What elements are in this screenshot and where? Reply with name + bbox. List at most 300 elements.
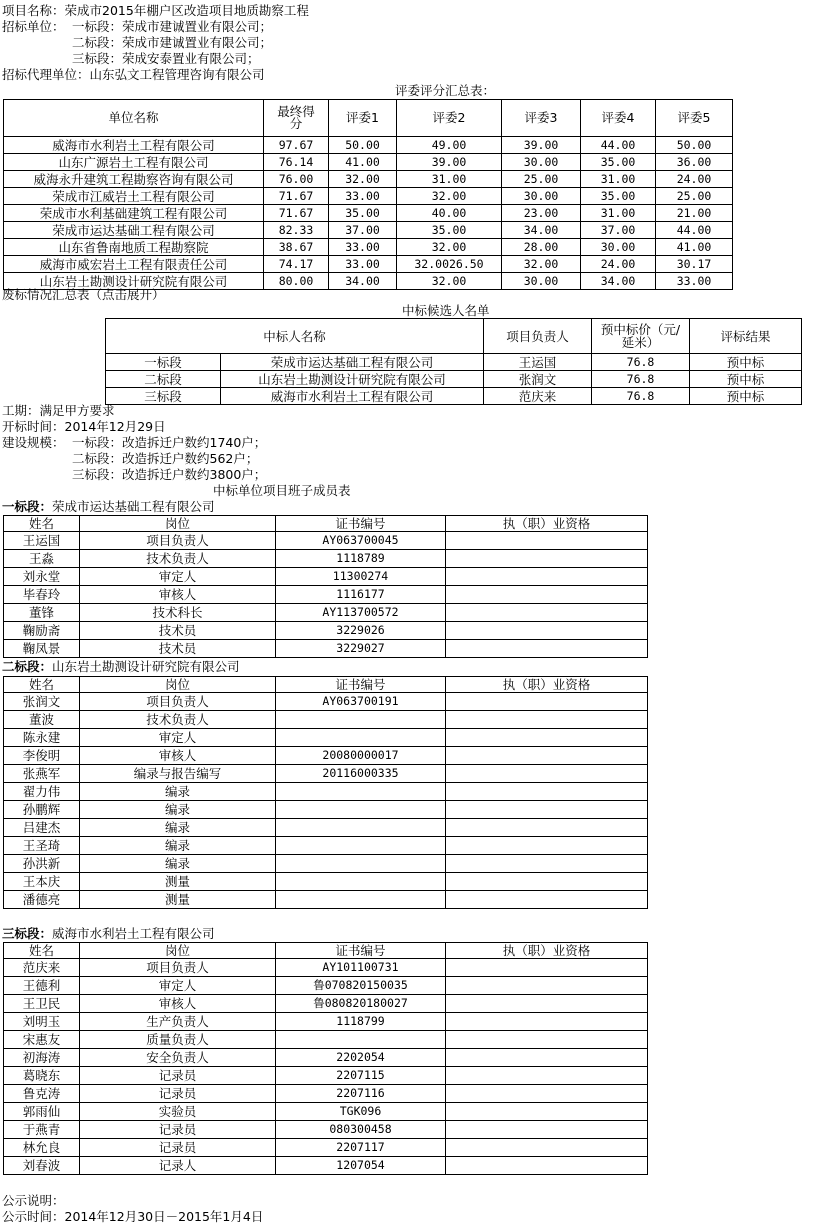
member-cert-cell: 2202054 xyxy=(276,1049,446,1067)
team-row xyxy=(4,873,648,891)
member-cert-cell: 20080000017 xyxy=(276,747,446,765)
team-row xyxy=(4,1157,648,1175)
team-row xyxy=(4,532,648,550)
score-row xyxy=(4,171,733,188)
score-cell: 21.00 xyxy=(656,205,733,222)
project-lead-cell: 王运国 xyxy=(484,354,592,371)
member-name-cell: 王本庆 xyxy=(4,873,80,891)
candidate-table-body xyxy=(106,354,802,405)
team-row xyxy=(4,837,648,855)
member-name-cell: 王淼 xyxy=(4,550,80,568)
member-qualification-cell xyxy=(446,1085,648,1103)
member-name-cell: 翟力伟 xyxy=(4,783,80,801)
member-position-cell: 技术负责人 xyxy=(80,550,276,568)
member-name-cell: 王德利 xyxy=(4,977,80,995)
score-cell: 44.00 xyxy=(656,222,733,239)
team-1-company: 荣成市运达基础工程有限公司 xyxy=(52,499,215,514)
score-cell: 41.00 xyxy=(656,239,733,256)
scale-line-3: 三标段：改造拆迁户数约3800户； xyxy=(72,467,267,482)
score-cell: 24.00 xyxy=(656,171,733,188)
team-row xyxy=(4,1013,648,1031)
team-3-heading xyxy=(2,926,215,942)
member-position-cell: 审核人 xyxy=(80,747,276,765)
member-position-cell: 测量 xyxy=(80,873,276,891)
member-cert-cell: AY113700572 xyxy=(276,604,446,622)
candidate-row xyxy=(106,388,802,405)
project-lead-cell: 张润文 xyxy=(484,371,592,388)
score-cell: 82.33 xyxy=(264,222,329,239)
header-final-score: 最终得分 xyxy=(264,100,329,137)
member-qualification-cell xyxy=(446,747,648,765)
member-cert-cell: 鲁080820180027 xyxy=(276,995,446,1013)
member-position-cell: 项目负责人 xyxy=(80,959,276,977)
member-name-cell: 王卫民 xyxy=(4,995,80,1013)
team-row xyxy=(4,1031,648,1049)
header-cert-no: 证书编号 xyxy=(276,943,446,959)
candidate-table xyxy=(105,318,802,405)
member-name-cell: 林允良 xyxy=(4,1139,80,1157)
agent-value: 山东弘文工程管理咨询有限公司 xyxy=(89,67,265,82)
header-judge-5: 评委5 xyxy=(656,100,733,137)
score-cell: 76.00 xyxy=(264,171,329,188)
member-qualification-cell xyxy=(446,622,648,640)
team-row xyxy=(4,586,648,604)
score-cell: 35.00 xyxy=(581,188,656,205)
member-cert-cell: 3229027 xyxy=(276,640,446,658)
header-result: 评标结果 xyxy=(690,319,802,354)
team-table-header xyxy=(4,943,648,959)
score-cell: 37.00 xyxy=(329,222,397,239)
header-cert-no: 证书编号 xyxy=(276,677,446,693)
member-name-cell: 张燕军 xyxy=(4,765,80,783)
member-position-cell: 项目负责人 xyxy=(80,532,276,550)
score-cell: 36.00 xyxy=(656,154,733,171)
team-row xyxy=(4,1067,648,1085)
header-judge-1: 评委1 xyxy=(329,100,397,137)
score-cell: 39.00 xyxy=(502,137,581,154)
score-cell: 33.00 xyxy=(656,273,733,290)
score-cell: 71.67 xyxy=(264,205,329,222)
period-line: 工期：满足甲方要求 xyxy=(2,403,115,418)
team-row xyxy=(4,891,648,909)
member-cert-cell: 1118799 xyxy=(276,1013,446,1031)
member-position-cell: 记录员 xyxy=(80,1067,276,1085)
score-row xyxy=(4,239,733,256)
team-row xyxy=(4,765,648,783)
candidate-row xyxy=(106,371,802,388)
notice-label: 公示说明： xyxy=(2,1193,65,1208)
member-qualification-cell xyxy=(446,568,648,586)
project-lead-cell: 范庆来 xyxy=(484,388,592,405)
result-cell: 预中标 xyxy=(690,388,802,405)
team-1-section: 一标段： xyxy=(2,499,53,514)
member-position-cell: 实验员 xyxy=(80,1103,276,1121)
member-cert-cell: AY063700045 xyxy=(276,532,446,550)
member-qualification-cell xyxy=(446,693,648,711)
member-qualification-cell xyxy=(446,837,648,855)
member-qualification-cell xyxy=(446,1067,648,1085)
score-cell: 30.00 xyxy=(502,273,581,290)
score-table xyxy=(3,99,733,290)
team-row xyxy=(4,693,648,711)
member-qualification-cell xyxy=(446,1031,648,1049)
member-qualification-cell xyxy=(446,819,648,837)
member-position-cell: 审核人 xyxy=(80,586,276,604)
member-qualification-cell xyxy=(446,1103,648,1121)
member-position-cell: 审定人 xyxy=(80,977,276,995)
score-cell: 40.00 xyxy=(397,205,502,222)
score-cell: 32.00 xyxy=(329,171,397,188)
member-cert-cell xyxy=(276,819,446,837)
team-row xyxy=(4,640,648,658)
section-cell: 二标段 xyxy=(106,371,221,388)
scale-label: 建设规模： xyxy=(2,435,65,450)
team-3-section: 三标段： xyxy=(2,926,53,941)
score-cell: 34.00 xyxy=(502,222,581,239)
waste-bid-summary-link[interactable]: 废标情况汇总表（点击展开） xyxy=(2,287,165,302)
company-name-cell: 荣成市江威岩土工程有限公司 xyxy=(4,188,264,205)
team-3-table xyxy=(3,942,648,1175)
member-name-cell: 潘德亮 xyxy=(4,891,80,909)
score-row xyxy=(4,222,733,239)
member-qualification-cell xyxy=(446,891,648,909)
member-position-cell: 技术员 xyxy=(80,640,276,658)
member-name-cell: 王运国 xyxy=(4,532,80,550)
score-cell: 34.00 xyxy=(581,273,656,290)
member-qualification-cell xyxy=(446,1139,648,1157)
score-cell: 76.14 xyxy=(264,154,329,171)
member-qualification-cell xyxy=(446,640,648,658)
member-position-cell: 技术负责人 xyxy=(80,711,276,729)
header-judge-4: 评委4 xyxy=(581,100,656,137)
member-cert-cell xyxy=(276,873,446,891)
member-name-cell: 孙鹏辉 xyxy=(4,801,80,819)
team-row xyxy=(4,1085,648,1103)
winner-name-cell: 荣成市运达基础工程有限公司 xyxy=(221,354,484,371)
member-name-cell: 毕春玲 xyxy=(4,586,80,604)
header-qualification: 执（职）业资格 xyxy=(446,516,648,532)
member-cert-cell: 1118789 xyxy=(276,550,446,568)
header-position: 岗位 xyxy=(80,943,276,959)
member-position-cell: 技术科长 xyxy=(80,604,276,622)
team-table-header xyxy=(4,677,648,693)
company-name-cell: 山东岩土勘测设计研究院有限公司 xyxy=(4,273,264,290)
header-winner-name: 中标人名称 xyxy=(106,319,484,354)
member-qualification-cell xyxy=(446,959,648,977)
header-position: 岗位 xyxy=(80,677,276,693)
score-cell: 39.00 xyxy=(397,154,502,171)
team-row xyxy=(4,1121,648,1139)
score-cell: 32.00 xyxy=(397,239,502,256)
member-cert-cell xyxy=(276,837,446,855)
score-cell: 31.00 xyxy=(581,171,656,188)
header-judge-3: 评委3 xyxy=(502,100,581,137)
member-name-cell: 董锋 xyxy=(4,604,80,622)
member-name-cell: 董波 xyxy=(4,711,80,729)
team-2-heading xyxy=(2,659,240,675)
member-cert-cell xyxy=(276,855,446,873)
member-cert-cell: 3229026 xyxy=(276,622,446,640)
team-row xyxy=(4,1139,648,1157)
member-position-cell: 项目负责人 xyxy=(80,693,276,711)
member-cert-cell xyxy=(276,801,446,819)
score-cell: 35.00 xyxy=(329,205,397,222)
score-cell: 25.00 xyxy=(656,188,733,205)
score-cell: 24.00 xyxy=(581,256,656,273)
score-cell: 33.00 xyxy=(329,239,397,256)
member-cert-cell: 11300274 xyxy=(276,568,446,586)
member-qualification-cell xyxy=(446,995,648,1013)
member-qualification-cell xyxy=(446,550,648,568)
team-row xyxy=(4,1103,648,1121)
team-2-section: 二标段： xyxy=(2,659,53,674)
member-qualification-cell xyxy=(446,801,648,819)
member-position-cell: 记录人 xyxy=(80,1157,276,1175)
member-position-cell: 编录 xyxy=(80,819,276,837)
member-position-cell: 编录 xyxy=(80,801,276,819)
member-cert-cell: 2207117 xyxy=(276,1139,446,1157)
score-cell: 23.00 xyxy=(502,205,581,222)
member-qualification-cell xyxy=(446,765,648,783)
member-qualification-cell xyxy=(446,873,648,891)
company-name-cell: 威海市水利岩土工程有限公司 xyxy=(4,137,264,154)
member-qualification-cell xyxy=(446,783,648,801)
score-cell: 74.17 xyxy=(264,256,329,273)
member-name-cell: 范庆来 xyxy=(4,959,80,977)
bid-price-cell: 76.8 xyxy=(592,388,690,405)
score-cell: 41.00 xyxy=(329,154,397,171)
team-3-company: 威海市水利岩土工程有限公司 xyxy=(52,926,215,941)
member-name-cell: 吕建杰 xyxy=(4,819,80,837)
score-cell: 32.00 xyxy=(502,256,581,273)
member-qualification-cell xyxy=(446,711,648,729)
member-position-cell: 测量 xyxy=(80,891,276,909)
member-position-cell: 编录 xyxy=(80,855,276,873)
agent-line xyxy=(2,67,265,83)
score-cell: 32.00 xyxy=(397,188,502,205)
team-row xyxy=(4,604,648,622)
score-cell: 71.67 xyxy=(264,188,329,205)
section-cell: 三标段 xyxy=(106,388,221,405)
member-position-cell: 质量负责人 xyxy=(80,1031,276,1049)
team-row xyxy=(4,622,648,640)
member-name-cell: 王圣琦 xyxy=(4,837,80,855)
score-cell: 30.00 xyxy=(502,154,581,171)
team-row xyxy=(4,729,648,747)
header-bid-price: 预中标价（元/延米） xyxy=(592,319,690,354)
team-row xyxy=(4,959,648,977)
member-name-cell: 鞠凤景 xyxy=(4,640,80,658)
score-cell: 35.00 xyxy=(581,154,656,171)
score-cell: 31.00 xyxy=(397,171,502,188)
team-row xyxy=(4,801,648,819)
team-row xyxy=(4,550,648,568)
score-row xyxy=(4,256,733,273)
member-name-cell: 李俊明 xyxy=(4,747,80,765)
member-cert-cell xyxy=(276,1031,446,1049)
team-2-company: 山东岩土勘测设计研究院有限公司 xyxy=(52,659,240,674)
team-row xyxy=(4,711,648,729)
member-position-cell: 安全负责人 xyxy=(80,1049,276,1067)
member-cert-cell: AY101100731 xyxy=(276,959,446,977)
score-cell: 28.00 xyxy=(502,239,581,256)
score-cell: 25.00 xyxy=(502,171,581,188)
score-cell: 33.00 xyxy=(329,256,397,273)
header-qualification: 执（职）业资格 xyxy=(446,677,648,693)
member-cert-cell: TGK096 xyxy=(276,1103,446,1121)
member-name-cell: 刘永堂 xyxy=(4,568,80,586)
team-row xyxy=(4,1049,648,1067)
winner-name-cell: 山东岩土勘测设计研究院有限公司 xyxy=(221,371,484,388)
project-name-value: 荣成市2015年棚户区改造项目地质勘察工程 xyxy=(64,3,309,18)
team-1-heading xyxy=(2,499,215,515)
team-1-table xyxy=(3,515,648,658)
team-table-header xyxy=(4,516,648,532)
score-cell: 34.00 xyxy=(329,273,397,290)
score-cell: 44.00 xyxy=(581,137,656,154)
member-name-cell: 宋惠友 xyxy=(4,1031,80,1049)
company-name-cell: 威海市威宏岩土工程有限责任公司 xyxy=(4,256,264,273)
score-row xyxy=(4,137,733,154)
score-cell: 30.00 xyxy=(502,188,581,205)
header-name: 姓名 xyxy=(4,943,80,959)
candidate-table-header xyxy=(106,319,802,354)
member-cert-cell: 2207116 xyxy=(276,1085,446,1103)
header-qualification: 执（职）业资格 xyxy=(446,943,648,959)
result-cell: 预中标 xyxy=(690,354,802,371)
header-judge-2: 评委2 xyxy=(397,100,502,137)
member-name-cell: 鞠励斋 xyxy=(4,622,80,640)
team-row xyxy=(4,995,648,1013)
company-name-cell: 荣成市运达基础工程有限公司 xyxy=(4,222,264,239)
scale-line-2: 二标段：改造拆迁户数约562户； xyxy=(72,451,259,466)
header-name: 姓名 xyxy=(4,516,80,532)
team-row xyxy=(4,747,648,765)
winner-name-cell: 威海市水利岩土工程有限公司 xyxy=(221,388,484,405)
header-name: 姓名 xyxy=(4,677,80,693)
header-company: 单位名称 xyxy=(4,100,264,137)
member-position-cell: 编录与报告编写 xyxy=(80,765,276,783)
score-cell: 97.67 xyxy=(264,137,329,154)
score-row xyxy=(4,188,733,205)
member-position-cell: 技术员 xyxy=(80,622,276,640)
member-qualification-cell xyxy=(446,729,648,747)
bidder-label: 招标单位： xyxy=(2,19,65,34)
member-name-cell: 葛晓东 xyxy=(4,1067,80,1085)
member-position-cell: 编录 xyxy=(80,783,276,801)
team-row xyxy=(4,977,648,995)
member-cert-cell xyxy=(276,711,446,729)
member-qualification-cell xyxy=(446,855,648,873)
member-name-cell: 刘春波 xyxy=(4,1157,80,1175)
header-cert-no: 证书编号 xyxy=(276,516,446,532)
team-row xyxy=(4,855,648,873)
member-cert-cell xyxy=(276,783,446,801)
member-cert-cell: 1116177 xyxy=(276,586,446,604)
member-name-cell: 郭雨仙 xyxy=(4,1103,80,1121)
team-2-table xyxy=(3,676,648,909)
member-cert-cell: 鲁070820150035 xyxy=(276,977,446,995)
member-position-cell: 记录员 xyxy=(80,1139,276,1157)
member-qualification-cell xyxy=(446,977,648,995)
section-cell: 一标段 xyxy=(106,354,221,371)
member-name-cell: 孙洪新 xyxy=(4,855,80,873)
bid-price-cell: 76.8 xyxy=(592,354,690,371)
team-title: 中标单位项目班子成员表 xyxy=(213,483,351,498)
member-cert-cell: 20116000335 xyxy=(276,765,446,783)
member-qualification-cell xyxy=(446,1049,648,1067)
member-name-cell: 鲁克涛 xyxy=(4,1085,80,1103)
candidate-row xyxy=(106,354,802,371)
member-position-cell: 记录员 xyxy=(80,1085,276,1103)
score-cell: 38.67 xyxy=(264,239,329,256)
member-name-cell: 于燕青 xyxy=(4,1121,80,1139)
member-cert-cell: AY063700191 xyxy=(276,693,446,711)
agent-label: 招标代理单位： xyxy=(2,67,90,82)
scale-line-1: 一标段：改造拆迁户数约1740户； xyxy=(72,435,267,450)
score-table-title: 评委评分汇总表： xyxy=(395,83,496,98)
member-position-cell: 审核人 xyxy=(80,995,276,1013)
score-cell: 32.00 xyxy=(397,273,502,290)
member-cert-cell xyxy=(276,729,446,747)
candidate-table-title: 中标候选人名单 xyxy=(402,303,490,318)
project-name-line xyxy=(2,3,309,19)
member-qualification-cell xyxy=(446,1157,648,1175)
member-name-cell: 陈永建 xyxy=(4,729,80,747)
member-cert-cell xyxy=(276,891,446,909)
member-name-cell: 刘明玉 xyxy=(4,1013,80,1031)
score-cell: 32.0026.50 xyxy=(397,256,502,273)
bidder-line-2: 二标段：荣成市建诚置业有限公司； xyxy=(72,35,273,50)
header-project-lead: 项目负责人 xyxy=(484,319,592,354)
score-row xyxy=(4,154,733,171)
score-cell: 50.00 xyxy=(329,137,397,154)
bid-price-cell: 76.8 xyxy=(592,371,690,388)
project-name-label: 项目名称： xyxy=(2,3,65,18)
member-qualification-cell xyxy=(446,604,648,622)
score-row xyxy=(4,205,733,222)
score-cell: 49.00 xyxy=(397,137,502,154)
score-cell: 30.17 xyxy=(656,256,733,273)
score-cell: 80.00 xyxy=(264,273,329,290)
team-row xyxy=(4,819,648,837)
member-qualification-cell xyxy=(446,586,648,604)
bidder-line-3: 三标段：荣成安泰置业有限公司； xyxy=(72,51,260,66)
member-position-cell: 记录员 xyxy=(80,1121,276,1139)
score-table-body xyxy=(4,137,733,290)
member-position-cell: 编录 xyxy=(80,837,276,855)
company-name-cell: 威海永升建筑工程勘察咨询有限公司 xyxy=(4,171,264,188)
company-name-cell: 山东广源岩土工程有限公司 xyxy=(4,154,264,171)
open-time-line: 开标时间：2014年12月29日 xyxy=(2,419,166,434)
notice-time: 公示时间：2014年12月30日－2015年1月4日 xyxy=(2,1209,264,1224)
member-cert-cell: 1207054 xyxy=(276,1157,446,1175)
score-cell: 33.00 xyxy=(329,188,397,205)
company-name-cell: 山东省鲁南地质工程勘察院 xyxy=(4,239,264,256)
member-name-cell: 初海涛 xyxy=(4,1049,80,1067)
team-row xyxy=(4,568,648,586)
member-name-cell: 张润文 xyxy=(4,693,80,711)
bidder-line-1: 一标段：荣成市建诚置业有限公司； xyxy=(72,19,273,34)
member-position-cell: 审定人 xyxy=(80,729,276,747)
member-cert-cell: 2207115 xyxy=(276,1067,446,1085)
header-position: 岗位 xyxy=(80,516,276,532)
team-row xyxy=(4,783,648,801)
result-cell: 预中标 xyxy=(690,371,802,388)
member-position-cell: 生产负责人 xyxy=(80,1013,276,1031)
member-cert-cell: 080300458 xyxy=(276,1121,446,1139)
score-cell: 35.00 xyxy=(397,222,502,239)
